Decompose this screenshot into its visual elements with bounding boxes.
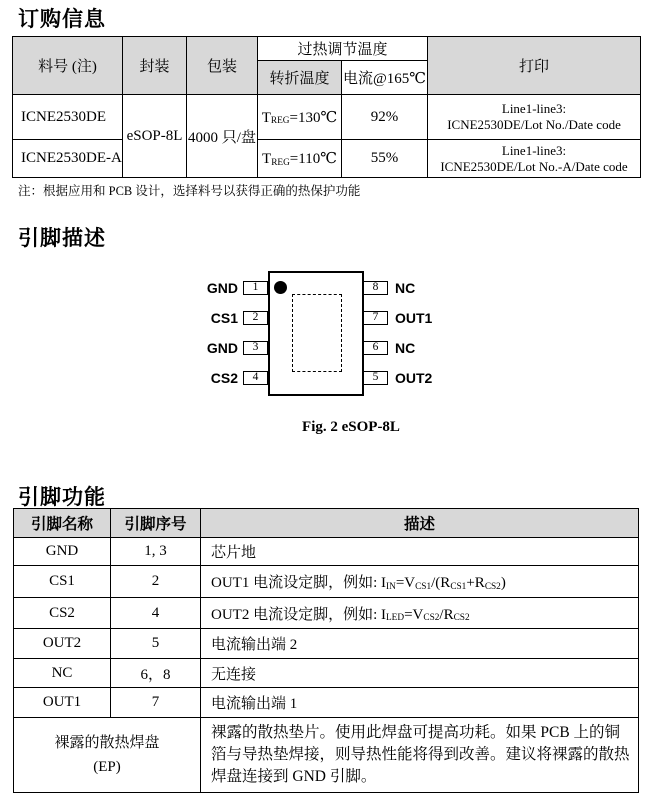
pin-7-box <box>363 311 388 325</box>
pin-description-cell: 芯片地 <box>201 538 639 566</box>
pin-function-row-cs2 <box>14 598 639 629</box>
ordering-note: 注：根据应用和 PCB 设计，选择料号以获得正确的热保护功能 <box>18 184 361 198</box>
pin-number-cell: 5 <box>111 629 201 659</box>
pin-number-cell: 2 <box>111 566 201 598</box>
header-pin-name: 引脚名称 <box>14 509 111 538</box>
pin-4-label: CS2 <box>210 370 238 386</box>
ordering-row-2 <box>13 140 641 178</box>
ep-description-cell: 裸露的散热垫片。使用此焊盘可提高功耗。如果 PCB 上的铜箔与导热垫焊接，则导热性能将得到改善。建议将裸露的散热焊盘连接到 GND 引脚。 <box>201 718 639 793</box>
pin-name-cell: OUT2 <box>14 629 111 659</box>
header-current-165c: 电流@165℃ <box>342 61 428 95</box>
part-number-cell: ICNE2530DE <box>13 95 123 140</box>
pin-function-table <box>13 508 639 793</box>
pin-function-row-out1 <box>14 688 639 718</box>
pin-description-cell: 无连接 <box>201 659 639 688</box>
pin-description-cell: OUT1 电流设定脚，例如: $I_{IN}=V_{CS1}/(R_{CS1}+R_{CS2})$ <box>201 566 639 598</box>
pin-2-number: 2 <box>252 311 259 323</box>
pin-name-cell: CS1 <box>14 566 111 598</box>
ep-name-line2: (EP) <box>93 759 121 775</box>
header-pin-description: 描述 <box>201 509 639 538</box>
pin-name-cell: OUT1 <box>14 688 111 718</box>
ep-name-cell <box>14 718 201 793</box>
pin-1-box <box>243 281 268 295</box>
marking-line1: Line1-line3: <box>501 101 567 116</box>
marking-cell <box>428 140 641 178</box>
pin-8-box <box>363 281 388 295</box>
packing-cell: 4000 只/盘 <box>187 95 258 178</box>
pin-description-cell: OUT2 电流设定脚，例如: $I_{LED}=V_{CS2}/R_{CS2}$ <box>201 598 639 629</box>
pin-3-box <box>243 341 268 355</box>
marking-cell <box>428 95 641 140</box>
package-cell: eSOP-8L <box>123 95 187 178</box>
current-cell: 92% <box>342 95 428 140</box>
pin-description-cell: 电流输出端 1 <box>201 688 639 718</box>
pin-description-section-title: 引脚描述 <box>18 227 106 250</box>
current-cell: 55% <box>342 140 428 178</box>
pin-number-cell: 7 <box>111 688 201 718</box>
pin-3-label: GND <box>206 340 238 356</box>
header-knee-temperature: 转折温度 <box>258 61 342 95</box>
ordering-row-1 <box>13 95 641 140</box>
exposed-pad-outline <box>292 294 342 372</box>
header-package: 封装 <box>123 37 187 95</box>
pin-2-label: CS1 <box>210 310 238 326</box>
header-part-number: 料号 (注) <box>13 37 123 95</box>
pin-function-row-nc <box>14 659 639 688</box>
pin-8-label: NC <box>395 280 416 296</box>
pin-1-number: 1 <box>252 281 259 293</box>
pin-2-box <box>243 311 268 325</box>
pin-3-number: 3 <box>252 341 259 353</box>
pin-number-cell: 1, 3 <box>111 538 201 566</box>
pin-1-label: GND <box>206 280 238 296</box>
pin-8-number: 8 <box>372 281 379 293</box>
knee-temperature-cell: $T_{REG}=110℃$ <box>258 140 342 178</box>
header-thermal-regulation: 过热调节温度 <box>258 37 428 61</box>
pin-5-box <box>363 371 388 385</box>
pin-6-box <box>363 341 388 355</box>
pin-number-cell: 4 <box>111 598 201 629</box>
part-number-cell: ICNE2530DE-A <box>13 140 123 178</box>
marking-line2: ICNE2530DE/Lot No.-A/Date code <box>440 158 628 174</box>
pin-1-indicator-dot <box>274 281 287 294</box>
figure-caption: Fig. 2 eSOP-8L <box>302 419 400 435</box>
pin-6-label: NC <box>395 340 416 356</box>
pin-7-number: 7 <box>372 311 379 323</box>
pin-5-number: 5 <box>372 371 379 383</box>
ordering-section-title: 订购信息 <box>18 8 106 31</box>
header-pin-number: 引脚序号 <box>111 509 201 538</box>
pin-function-section-title: 引脚功能 <box>18 486 106 509</box>
ep-name-line1: 裸露的散热焊盘 <box>54 735 160 751</box>
pin-number-cell: 6，8 <box>111 659 201 688</box>
pin-function-row-gnd <box>14 538 639 566</box>
pin-function-row-cs1 <box>14 566 639 598</box>
marking-line1: Line1-line3: <box>501 142 567 158</box>
pin-function-row-ep <box>14 718 639 793</box>
pin-4-box <box>243 371 268 385</box>
pin-7-label: OUT1 <box>395 310 433 326</box>
marking-line2: ICNE2530DE/Lot No./Date code <box>447 117 621 132</box>
pin-4-number: 4 <box>252 371 259 383</box>
header-packing: 包装 <box>187 37 258 95</box>
pin-description-cell: 电流输出端 2 <box>201 629 639 659</box>
pin-name-cell: NC <box>14 659 111 688</box>
pin-function-row-out2 <box>14 629 639 659</box>
pin-name-cell: GND <box>14 538 111 566</box>
pin-6-number: 6 <box>372 341 379 353</box>
pin-name-cell: CS2 <box>14 598 111 629</box>
knee-temperature-cell: $T_{REG}=130℃$ <box>258 95 342 140</box>
ordering-table <box>12 36 641 178</box>
header-marking: 打印 <box>428 37 641 95</box>
pin-5-label: OUT2 <box>395 370 433 386</box>
